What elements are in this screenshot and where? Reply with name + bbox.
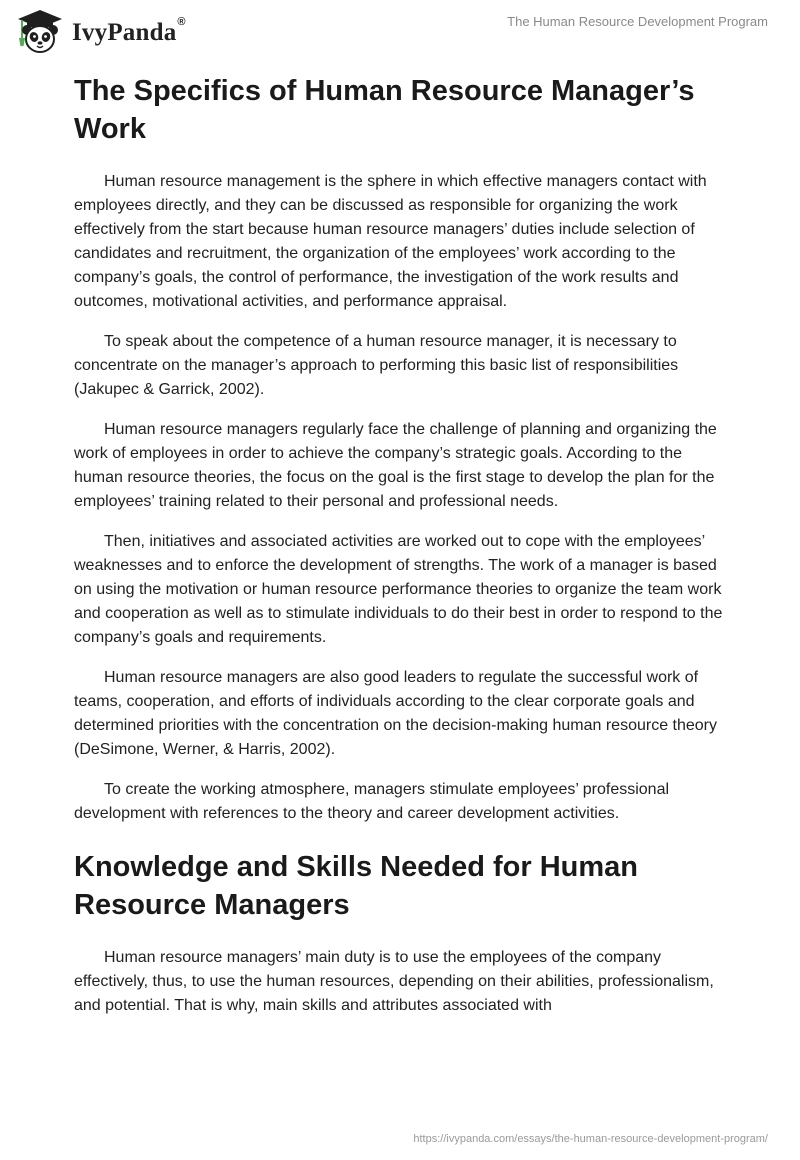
- section-heading-knowledge-skills: Knowledge and Skills Needed for Human Resource Managers: [74, 851, 638, 921]
- logo-wordmark: IvyPanda®: [72, 16, 186, 46]
- paragraph: To speak about the competence of a human resource manager, it is necessary to concentrate on the manager’s approach to performing this basic list of responsibilities (Jakupec & Garrick, 2002).: [74, 333, 679, 398]
- ivypanda-logo[interactable]: [14, 8, 186, 56]
- article-body: [74, 72, 734, 1034]
- paragraph: Human resource managers are also good leaders to regulate the successful work of teams, cooperation, and efforts of individuals according to the clear corporate goals and determined priorities with the concentration on the decision-making human resource theory (DeSimone, Werner, & Harris, 2002).: [74, 669, 718, 758]
- source-url-link[interactable]: https://ivypanda.com/essays/the-human-resource-development-program/: [413, 1133, 768, 1145]
- registered-mark: ®: [177, 16, 186, 28]
- paragraph: Human resource managers’ main duty is to use the employees of the company effectively, thus, to use the human resources, depending on their abilities, professionalism, and potential. That is why, main skills and attributes associated with: [74, 949, 714, 1014]
- paragraph: Then, initiatives and associated activities are worked out to cope with the employees’ weaknesses and to enforce the development of strengths. The work of a manager is based on using the motivation or human resource performance theories to organize the team work and cooperation as well as to stimulate individuals to do their best in order to respond to the company’s goals and requirements.: [74, 533, 723, 646]
- page-header: [0, 0, 800, 62]
- panda-graduate-icon: [14, 8, 66, 56]
- paragraph: Human resource managers regularly face the challenge of planning and organizing the work of employees in order to achieve the company’s strategic goals. According to the human resource theories, the focus on the goal is the first stage to develop the plan for the employees’ training related to their personal and professional needs.: [74, 421, 717, 510]
- paragraph: Human resource management is the sphere in which effective managers contact with employees directly, and they can be discussed as responsible for organizing the work effectively from the start because human resource managers’ duties include selection of candidates and recruitment, the organization of the employees’ work according to the company’s goals, the control of performance, the investigation of the work results and outcomes, motivational activities, and performance appraisal.: [74, 173, 707, 310]
- document-title: The Human Resource Development Program: [507, 14, 768, 29]
- paragraph: To create the working atmosphere, managers stimulate employees’ professional development with references to the theory and career development activities.: [74, 781, 670, 822]
- section-heading-specifics: The Specifics of Human Resource Manager’s Work: [74, 75, 695, 145]
